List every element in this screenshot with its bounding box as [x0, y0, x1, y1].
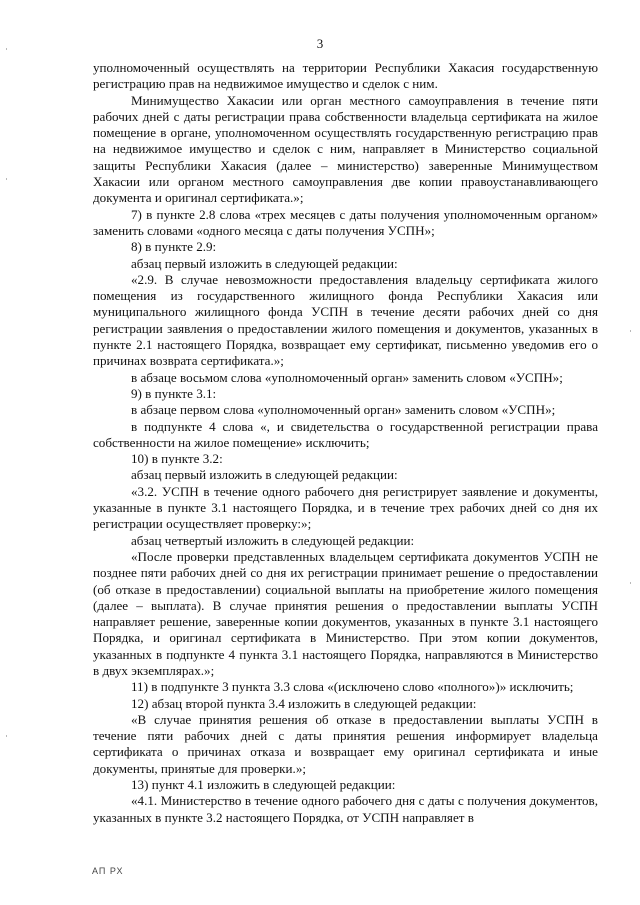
paragraph: 8) в пункте 2.9:	[131, 239, 217, 255]
paragraph: 11) в подпункте 3 пункта 3.3 слова «(исключено слово «полного»)» исключить;	[131, 679, 574, 695]
paragraph: 10) в пункте 3.2:	[131, 451, 223, 467]
scan-speck	[630, 330, 631, 332]
paragraph: «В случае принятия решения об отказе в предоставлении выплаты УСПН в течение пяти рабочих дней с даты принятия решения информирует владельца сертификата о причинах отказа и возвращает ему оригинал сертификата и иные документы, принятые для проверки.»;	[93, 711, 598, 776]
paragraph: «2.9. В случае невозможности предоставления владельцу сертификата жилого помещения из государственного жилищного фонда Республики Хакасия или муниципального жилищного фонда УСПН в течение десяти рабочих дней со дня регистрации заявления о предоставлении жилого помещения и документов, указанных в пункте 2.1 настоящего Порядка, возвращает ему сертификат, письменно уведомив его о причинах возврата сертификата.»;	[93, 271, 598, 369]
paragraph: абзац первый изложить в следующей редакции:	[131, 255, 398, 271]
paragraph: абзац первый изложить в следующей редакции:	[131, 467, 398, 483]
document-body	[93, 60, 598, 826]
paragraph: 13) пункт 4.1 изложить в следующей редакции:	[131, 777, 396, 793]
scan-speck	[6, 178, 7, 180]
paragraph: 12) абзац второй пункта 3.4 изложить в следующей редакции:	[131, 695, 477, 711]
paragraph: 9) в пункте 3.1:	[131, 385, 217, 401]
paragraph: 7) в пункте 2.8 слова «трех месяцев с даты получения уполномоченным органом» заменить словами «одного месяца с даты получения УСПН»;	[93, 206, 598, 238]
page-number: 3	[316, 36, 324, 51]
paragraph: Минимущество Хакасии или орган местного самоуправления в течение пяти рабочих дней с даты регистрации права собственности владельца сертификата на жилое помещение в органе, уполномоченном осуществлять государственную регистрацию прав на недвижимое имущество и сделок с ним, направляет в Министерство социальной защиты Республики Хакасия (далее – министерство) заверенные Минимуществом Хакасии или органом местного самоуправления две копии правоустанавливающего документа и оригинал сертификата.»;	[93, 92, 598, 206]
paragraph: в абзаце восьмом слова «уполномоченный орган» заменить словом «УСПН»;	[131, 369, 563, 385]
paragraph: абзац четвертый изложить в следующей редакции:	[131, 532, 415, 548]
scan-speck	[6, 735, 7, 737]
paragraph: «После проверки представленных владельцем сертификата документов УСПН не позднее пяти рабочих дней со дня их регистрации принимает решение о предоставлении (об отказе в предоставлении) социальной выплаты на приобретение жилого помещения (далее – выплата). В случае принятия решения о предоставлении выплаты УСПН направляет решение, заверенные копии документов, указанных в пункте 3.1 настоящего Порядка, и оригинал сертификата в Министерство. При этом копии документов, указанных в подпункте 4 пункта 3.1 настоящего Порядка, направляются в Министерство в двух экземплярах.»;	[93, 548, 598, 678]
scan-speck	[630, 582, 631, 584]
paragraph: «3.2. УСПН в течение одного рабочего дня регистрирует заявление и документы, указанные в пункте 3.1 настоящего Порядка, и в течение трех рабочих дней со дня их регистрации осуществляет проверку:»;	[93, 483, 598, 532]
paragraph: «4.1. Министерство в течение одного рабочего дня с даты с получения документов, указанных в пункте 3.2 настоящего Порядка, от УСПН направляет в	[93, 793, 598, 825]
scan-speck	[6, 48, 7, 50]
paragraph: в абзаце первом слова «уполномоченный орган» заменить словом «УСПН»;	[131, 402, 556, 418]
paragraph-continuation: уполномоченный осуществлять на территории Республики Хакасия государственную регистрацию прав на недвижимое имущество и сделок с ним.	[93, 60, 598, 92]
footer-mark: АП РХ	[92, 866, 124, 876]
paragraph: в подпункте 4 слова «, и свидетельства о государственной регистрации права собственности на жилое помещение» исключить;	[93, 418, 598, 450]
